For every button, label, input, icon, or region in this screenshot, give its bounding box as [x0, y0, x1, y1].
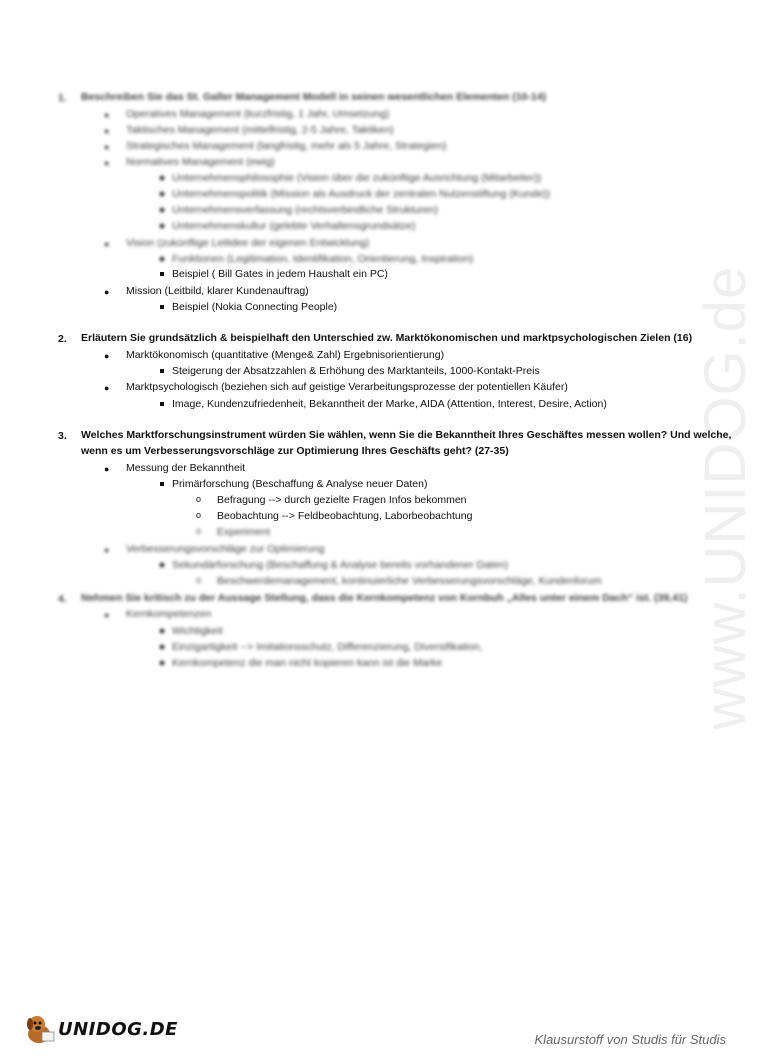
bullet-icon: ●: [104, 545, 110, 555]
bullet-icon: ●: [104, 464, 110, 474]
unidog-logo: [22, 1012, 178, 1046]
bullet-icon: ●: [104, 158, 110, 168]
list-item: Normatives Management (ewig): [126, 156, 275, 168]
square-bullet-icon: [160, 369, 164, 373]
square-bullet-icon: [160, 402, 164, 406]
list-item: Vision (zukünftige Leitidee der eigenen Entwicklung): [126, 237, 370, 249]
list-item: Unternehmensphilosophie (Vision über die zukünftige Ausrichtung (Mitarbeiter)): [172, 172, 542, 184]
bullet-icon: ●: [104, 110, 110, 120]
watermark: www.UNIDOG.de: [693, 265, 758, 730]
list-item: Strategisches Management (langfristig, mehr als 5 Jahre, Strategien): [126, 140, 447, 152]
square-bullet-icon: [160, 272, 164, 276]
dog-mascot-icon: [22, 1012, 56, 1046]
list-item: Mission (Leitbild, klarer Kundenauftrag): [126, 285, 309, 297]
list-item: Operatives Management (kurzfristig, 1 Jahr, Umsetzung): [126, 108, 390, 120]
item-1-title: Beschreiben Sie das St. Galler Management Modell in seinen wesentlichen Elementen (10-14): [81, 91, 547, 103]
item-4-number: 4.: [58, 593, 67, 605]
item-2-title: Erläutern Sie grundsätzlich & beispielhaft den Unterschied zw. Marktökonomischen und marktpsychologischen Zielen (16): [81, 332, 693, 344]
item-3-title-cont: wenn es um Verbesserungsvorschläge zur Optimierung Ihres Geschäfts geht? (27-35): [81, 445, 509, 457]
list-item: Einzigartigkeit --> Imitationsschutz, Differenzierung, Diversifikation,: [172, 641, 483, 653]
list-item: Beispiel ( Bill Gates in jedem Haushalt ein PC): [172, 268, 388, 280]
circle-bullet-icon: o: [196, 526, 202, 536]
square-bullet-icon: [160, 563, 164, 567]
footer-tagline: Klausurstoff von Studis für Studis: [534, 1032, 726, 1047]
list-item: Verbesserungsvorschläge zur Optimierung: [126, 543, 325, 555]
bullet-icon: ●: [104, 126, 110, 136]
square-bullet-icon: [160, 224, 164, 228]
bullet-icon: ●: [104, 239, 110, 249]
square-bullet-icon: [160, 257, 164, 261]
list-item: Beschwerdemanagement, kontinuierliche Verbesserungsvorschläge, Kundenforum: [217, 575, 602, 587]
list-item: Marktpsychologisch (beziehen sich auf geistige Verarbeitungsprozesse der potentiellen Käufer): [126, 381, 568, 393]
list-item: Messung der Bekanntheit: [126, 462, 246, 474]
square-bullet-icon: [160, 629, 164, 633]
square-bullet-icon: [160, 645, 164, 649]
list-item: Taktisches Management (mittelfristig, 2-5 Jahre, Taktiken): [126, 124, 394, 136]
list-item: Unternehmensverfassung (rechtsverbindliche Strukturen): [172, 204, 439, 216]
bullet-icon: ●: [104, 610, 110, 620]
item-4-title: Nehmen Sie kritisch zu der Aussage Stellung, dass die Kernkompetenz von Kornbuh „Alles unter einem Dach“ ist. (39,41): [81, 592, 688, 604]
square-bullet-icon: [160, 208, 164, 212]
list-item: Kernkompetenz die man nicht kopieren kann ist die Marke: [172, 657, 443, 669]
list-item: Experiment: [217, 526, 271, 538]
bullet-icon: ●: [104, 383, 110, 393]
list-item: Primärforschung (Beschaffung & Analyse neuer Daten): [172, 478, 428, 490]
list-item: Sekundärforschung (Beschaffung & Analyse bereits vorhandener Daten): [172, 559, 509, 571]
logo-text: UNIDOG.DE: [58, 1018, 178, 1040]
square-bullet-icon: [160, 305, 164, 309]
square-bullet-icon: [160, 482, 164, 486]
list-item: Befragung --> durch gezielte Fragen Infos bekommen: [217, 494, 467, 506]
square-bullet-icon: [160, 661, 164, 665]
bullet-icon: ●: [104, 142, 110, 152]
item-3-title: Welches Marktforschungsinstrument würden Sie wählen, wenn Sie die Bekanntheit Ihres Geschäftes messen wollen? Und welche,: [81, 429, 732, 441]
list-item: Image, Kundenzufriedenheit, Bekanntheit der Marke, AIDA (Attention, Interest, Desire, Action): [172, 398, 607, 410]
circle-bullet-icon: o: [196, 575, 202, 585]
bullet-icon: ●: [104, 351, 110, 361]
list-item: Kernkompetenzen: [126, 608, 212, 620]
list-item: Wichtigkeit: [172, 625, 223, 637]
list-item: Beobachtung --> Feldbeobachtung, Laborbeobachtung: [217, 510, 473, 522]
item-3-number: 3.: [58, 430, 67, 442]
list-item: Steigerung der Absatzzahlen & Erhöhung des Marktanteils, 1000-Kontakt-Preis: [172, 365, 540, 377]
list-item: Marktökonomisch (quantitative (Menge& Zahl) Ergebnisorientierung): [126, 349, 445, 361]
square-bullet-icon: [160, 176, 164, 180]
list-item: Funktionen (Legitimation, Identifikation, Orientierung, Inspiration): [172, 253, 474, 265]
list-item: Beispiel (Nokia Connecting People): [172, 301, 338, 313]
item-2-number: 2.: [58, 333, 67, 345]
square-bullet-icon: [160, 192, 164, 196]
item-1-number: 1.: [58, 92, 67, 104]
list-item: Unternehmenspolitik (Mission als Ausdruck der zentralen Nutzenstiftung (Kunde)): [172, 188, 551, 200]
bullet-icon: ●: [104, 287, 110, 297]
circle-bullet-icon: o: [196, 510, 202, 520]
circle-bullet-icon: o: [196, 494, 202, 504]
list-item: Unternehmenskultur (gelebte Verhaltensgrundsätze): [172, 220, 416, 232]
